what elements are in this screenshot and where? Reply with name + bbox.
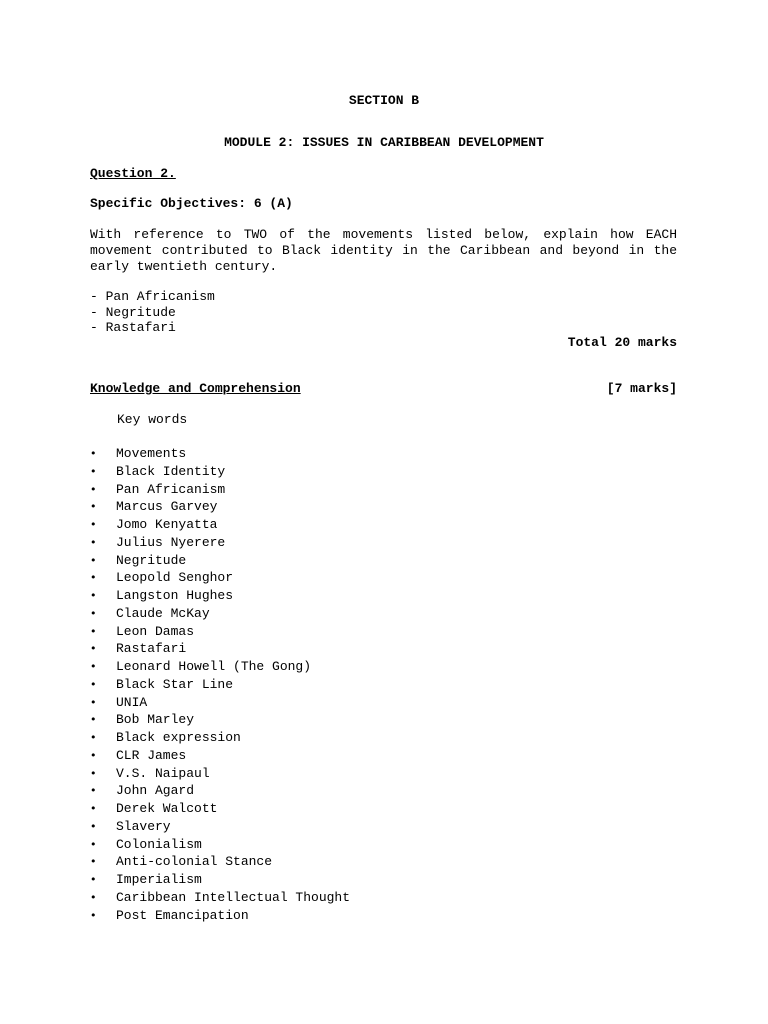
module-heading: MODULE 2: ISSUES IN CARIBBEAN DEVELOPMENT <box>224 135 544 150</box>
prompt-line: movement contributed to Black identity in the Caribbean and beyond in the <box>90 243 677 258</box>
keyword-text: Jomo Kenyatta <box>116 517 218 532</box>
bullet-icon: • <box>90 553 97 567</box>
keyword-text: Langston Hughes <box>116 588 234 603</box>
keyword-text: Leon Damas <box>116 623 195 639</box>
specific-objectives: Specific Objectives: 6 (A) <box>90 196 293 211</box>
keyword-text: Bob Marley <box>116 712 195 728</box>
bullet-icon: • <box>90 571 97 585</box>
keyword-text: Rastafari <box>116 641 187 657</box>
bullet-icon: • <box>90 589 97 602</box>
prompt-line: early twentieth century. <box>90 259 278 274</box>
prompt-line: With reference to TWO of the movements listed below, explain how EACH <box>90 227 677 242</box>
bullet-icon: • <box>90 837 97 851</box>
section-heading: SECTION B <box>348 93 420 108</box>
total-marks: Total 20 marks <box>567 335 677 350</box>
keyword-text: Black expression <box>116 730 241 745</box>
bullet-icon: • <box>90 748 97 762</box>
bullet-icon: • <box>90 731 97 744</box>
keyword-text: Leonard Howell (The Gong) <box>116 659 312 674</box>
keyword-text: CLR James <box>116 747 187 763</box>
knowledge-heading: Knowledge and Comprehension <box>90 381 301 396</box>
keyword-text: Negritude <box>116 552 187 568</box>
knowledge-marks: [7 marks] <box>606 381 677 396</box>
question-prompt <box>90 227 677 275</box>
keyword-text: Leopold Senghor <box>116 570 234 586</box>
keyword-text: Claude McKay <box>116 605 210 621</box>
keywords-label: Key words <box>117 412 188 427</box>
keyword-text: Black Identity <box>116 463 226 479</box>
bullet-icon: • <box>90 482 97 496</box>
keyword-text: Anti-colonial Stance <box>116 854 273 870</box>
movement-item: - Negritude <box>90 304 176 320</box>
movement-item: - Rastafari <box>90 320 176 335</box>
keyword-text: Colonialism <box>116 836 202 852</box>
bullet-icon: • <box>90 447 97 460</box>
bullet-icon: • <box>90 766 97 780</box>
keyword-text: Caribbean Intellectual Thought <box>116 889 351 905</box>
keyword-text: Pan Africanism <box>116 481 226 497</box>
bullet-icon: • <box>90 908 97 922</box>
bullet-icon: • <box>90 624 97 638</box>
movements-list <box>90 289 215 336</box>
keyword-text: Marcus Garvey <box>116 499 218 515</box>
bullet-icon: • <box>90 500 97 514</box>
bullet-icon: • <box>90 855 97 869</box>
bullet-icon: • <box>90 802 97 815</box>
bullet-icon: • <box>90 606 97 620</box>
keyword-text: Julius Nyerere <box>116 534 226 550</box>
movement-item: - Pan Africanism <box>90 289 215 304</box>
bullet-icon: • <box>90 642 97 656</box>
question-heading: Question 2. <box>90 166 176 181</box>
bullet-icon: • <box>90 464 97 478</box>
keyword-text: Post Emancipation <box>116 907 249 923</box>
keyword-text: Imperialism <box>116 872 202 887</box>
bullet-icon: • <box>90 890 97 904</box>
bullet-icon: • <box>90 660 97 673</box>
bullet-icon: • <box>90 677 97 691</box>
bullet-icon: • <box>90 819 97 833</box>
keyword-text: Derek Walcott <box>116 801 218 816</box>
bullet-icon: • <box>90 873 97 886</box>
keyword-text: John Agard <box>116 783 195 799</box>
keyword-text: Movements <box>116 446 187 461</box>
bullet-icon: • <box>90 784 97 798</box>
bullet-icon: • <box>90 695 97 709</box>
keyword-text: UNIA <box>116 694 148 710</box>
bullet-icon: • <box>90 518 97 531</box>
bullet-icon: • <box>90 713 97 727</box>
keyword-text: Black Star Line <box>116 676 234 692</box>
keyword-text: V.S. Naipaul <box>116 765 210 781</box>
bullet-icon: • <box>90 535 97 549</box>
keyword-text: Slavery <box>116 818 171 834</box>
